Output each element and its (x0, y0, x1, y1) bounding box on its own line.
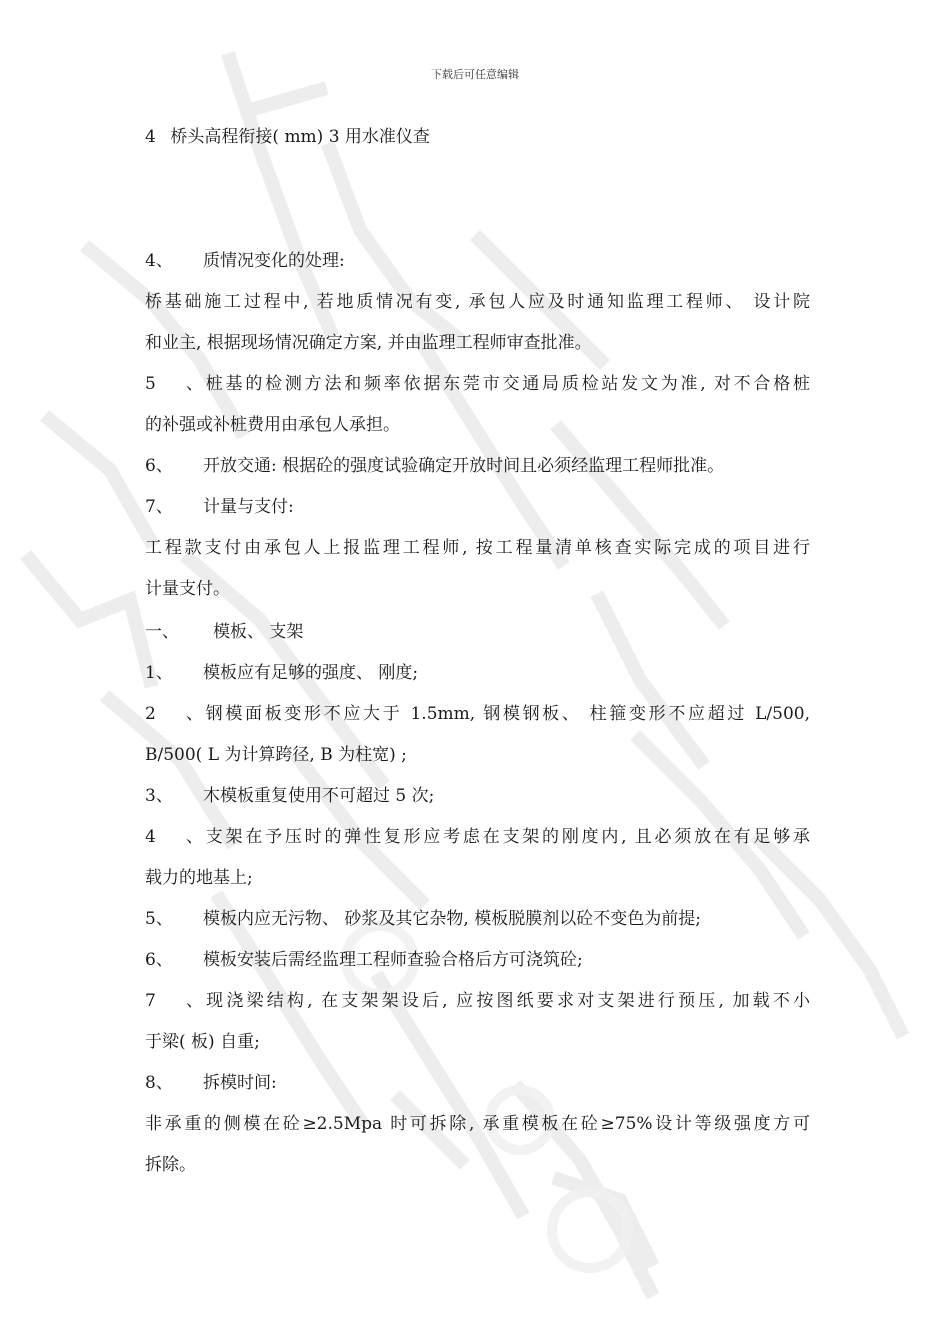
item-text: 拆模时间: (203, 1073, 277, 1093)
item-number: 5、 (145, 909, 173, 929)
item-number: 8、 (145, 1073, 173, 1093)
item-text: 质情况变化的处理: (203, 251, 345, 271)
item-text: 开放交通: 根据砼的强度试验确定开放时间且必须经监理工程师批准。 (203, 456, 725, 476)
paragraph-line: 和业主, 根据现场情况确定方案, 并由监理工程师审查批准。 (145, 333, 592, 353)
item-text: 现浇梁结构, 在支架架设后, 应按图纸要求对支架进行预压, 加载不小 (203, 991, 810, 1011)
paragraph-line: 于梁( 板) 自重; (145, 1032, 260, 1052)
list-item (145, 496, 810, 518)
list-item (145, 373, 810, 395)
list-item (145, 785, 810, 807)
header-note: 下载后可任意编辑 (431, 68, 519, 81)
row-number: 4 (145, 127, 156, 147)
item-text: 模板应有足够的强度、 刚度; (203, 663, 419, 683)
paragraph-line: 工程款支付由承包人上报监理工程师, 按工程量清单核查实际完成的项目进行 (145, 538, 810, 558)
item-text: 木模板重复使用不可超过 5 次; (203, 786, 435, 806)
section-heading (145, 621, 810, 643)
list-item (145, 990, 810, 1012)
table-tail-row (145, 126, 810, 148)
paragraph-line: 计量支付。 (145, 579, 230, 599)
row-text: 桥头高程衔接( mm) 3 用水准仪查 (165, 127, 430, 147)
paragraph-line: 拆除。 (145, 1155, 196, 1175)
item-number: 5、 (145, 374, 203, 394)
section-number: 一、 (145, 622, 179, 642)
item-text: 模板内应无污物、 砂浆及其它杂物, 模板脱膜剂以砼不变色为前提; (203, 909, 701, 929)
list-item (145, 908, 810, 930)
item-number: 2、 (145, 704, 203, 724)
list-item (145, 455, 810, 477)
paragraph-line: 的补强或补桩费用由承包人承担。 (145, 415, 400, 435)
list-item (145, 1072, 810, 1094)
item-text: 钢模面板变形不应大于 1.5mm, 钢模钢板、 柱箍变形不应超过 L/500, (203, 704, 810, 724)
list-item (145, 949, 810, 971)
paragraph-line: B/500( L 为计算跨径, B 为柱宽) ; (145, 745, 407, 765)
item-text: 桩基的检测方法和频率依据东莞市交通局质检站发文为准, 对不合格桩 (203, 374, 810, 394)
list-item (145, 826, 810, 848)
item-number: 6、 (145, 456, 173, 476)
section-title: 模板、 支架 (213, 622, 304, 642)
item-number: 6、 (145, 950, 173, 970)
paragraph-line: 桥基础施工过程中, 若地质情况有变, 承包人应及时通知监理工程师、 设计院 (145, 292, 810, 312)
paragraph-line: 非承重的侧模在砼≥2.5Mpa 时可拆除, 承重模板在砼≥75%设计等级强度方可 (145, 1114, 810, 1134)
item-number: 7、 (145, 497, 173, 517)
item-text: 计量与支付: (203, 497, 294, 517)
paragraph-line: 载力的地基上; (145, 868, 253, 888)
item-text: 支架在予压时的弹性复形应考虑在支架的刚度内, 且必须放在有足够承 (203, 827, 810, 847)
list-item (145, 703, 810, 725)
item-number: 3、 (145, 786, 173, 806)
item-number: 1、 (145, 663, 173, 683)
item-text: 模板安装后需经监理工程师查验合格后方可浇筑砼; (203, 950, 583, 970)
item-number: 4、 (145, 251, 173, 271)
list-item (145, 250, 810, 272)
list-item (145, 662, 810, 684)
item-number: 4、 (145, 827, 203, 847)
item-number: 7、 (145, 991, 203, 1011)
